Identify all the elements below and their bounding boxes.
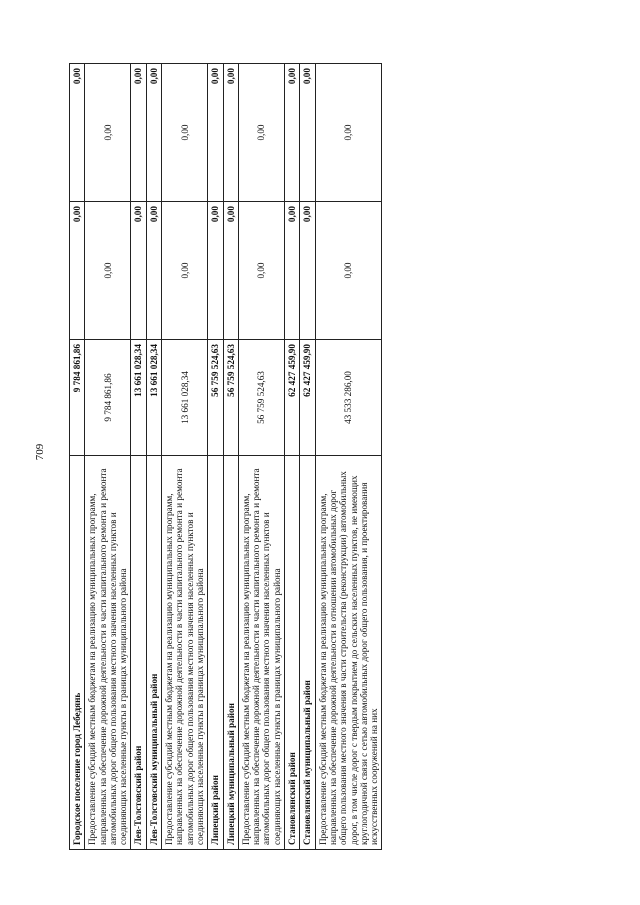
row-value-1: 56 759 524,63 (223, 340, 238, 456)
row-value-1: 62 427 459,90 (300, 340, 315, 456)
row-value-1: 13 661 028,34 (131, 340, 146, 456)
table-row (285, 64, 300, 850)
table-row (162, 64, 208, 850)
row-value-2: 0,00 (131, 202, 146, 340)
row-value-1: 13 661 028,34 (162, 340, 208, 456)
row-value-3: 0,00 (85, 64, 131, 202)
row-value-3: 0,00 (131, 64, 146, 202)
row-value-2: 0,00 (70, 202, 85, 340)
row-value-3: 0,00 (238, 64, 284, 202)
table-row (85, 64, 131, 850)
table-row (131, 64, 146, 850)
row-value-3: 0,00 (146, 64, 161, 202)
row-value-2: 0,00 (223, 202, 238, 340)
row-value-2: 0,00 (315, 202, 382, 340)
table-row (223, 64, 238, 850)
row-value-3: 0,00 (315, 64, 382, 202)
row-value-3: 0,00 (223, 64, 238, 202)
row-value-1: 56 759 524,63 (208, 340, 223, 456)
row-value-1: 9 784 861,86 (70, 340, 85, 456)
row-name: Лев-Толстовский муниципальный район (146, 456, 161, 850)
table-row (208, 64, 223, 850)
row-value-3: 0,00 (285, 64, 300, 202)
table-row (146, 64, 161, 850)
row-value-3: 0,00 (162, 64, 208, 202)
row-name: Предоставление субсидий местным бюджетам на реализацию муниципальных программ, направленных на обеспечение дорожной деятельности в части капитального ремонта и ремонта автомобильных дорог общего пользования местного значения населенных пунктов и соединяющих населенные пункты в границах муниципального района (238, 456, 284, 850)
row-value-3: 0,00 (70, 64, 85, 202)
row-value-2: 0,00 (238, 202, 284, 340)
table-row (315, 64, 382, 850)
row-value-1: 9 784 861,86 (85, 340, 131, 456)
row-value-1: 56 759 524,63 (238, 340, 284, 456)
table-row (238, 64, 284, 850)
row-name: Липецкий район (208, 456, 223, 850)
table-row (300, 64, 315, 850)
row-value-1: 13 661 028,34 (146, 340, 161, 456)
budget-table (69, 63, 382, 850)
row-value-2: 0,00 (208, 202, 223, 340)
row-name: Становлянский район (285, 456, 300, 850)
rotated-table-container (69, 64, 438, 850)
row-name: Предоставление субсидий местным бюджетам на реализацию муниципальных программ, направленных на обеспечение дорожной деятельности в части капитального ремонта и ремонта автомобильных дорог общего пользования местного значения населенных пунктов и соединяющих населенные пункты в границах муниципального района (85, 456, 131, 850)
row-value-2: 0,00 (300, 202, 315, 340)
row-value-3: 0,00 (300, 64, 315, 202)
row-name: Липецкий муниципальный район (223, 456, 238, 850)
row-name: Предоставление субсидий местным бюджетам на реализацию муниципальных программ, направленных на обеспечение дорожной деятельности в отношении автомобильных дорог общего пользования местного значения в части строительства (реконструкции) автомобильных дорог, в том числе дорог с твердым покрытием до сельских населенных пунктов, не имеющих круглогодичной связи с сетью автомобильных дорог общего пользования, и проектирования искусственных сооружений на них (315, 456, 382, 850)
row-name: Предоставление субсидий местным бюджетам на реализацию муниципальных программ, направленных на обеспечение дорожной деятельности в части капитального ремонта и ремонта автомобильных дорог общего пользования местного значения населенных пунктов и соединяющих населенные пункты в границах муниципального района (162, 456, 208, 850)
row-value-3: 0,00 (208, 64, 223, 202)
row-value-2: 0,00 (162, 202, 208, 340)
row-value-2: 0,00 (285, 202, 300, 340)
row-value-1: 43 533 286,00 (315, 340, 382, 456)
row-name: Городское поселение город Лебедянь (70, 456, 85, 850)
row-value-2: 0,00 (85, 202, 131, 340)
row-value-2: 0,00 (146, 202, 161, 340)
row-name: Лев-Толстовский район (131, 456, 146, 850)
page-number-text: 709 (34, 443, 46, 461)
row-value-1: 62 427 459,90 (285, 340, 300, 456)
table-row (70, 64, 85, 850)
row-name: Становлянский муниципальный район (300, 456, 315, 850)
